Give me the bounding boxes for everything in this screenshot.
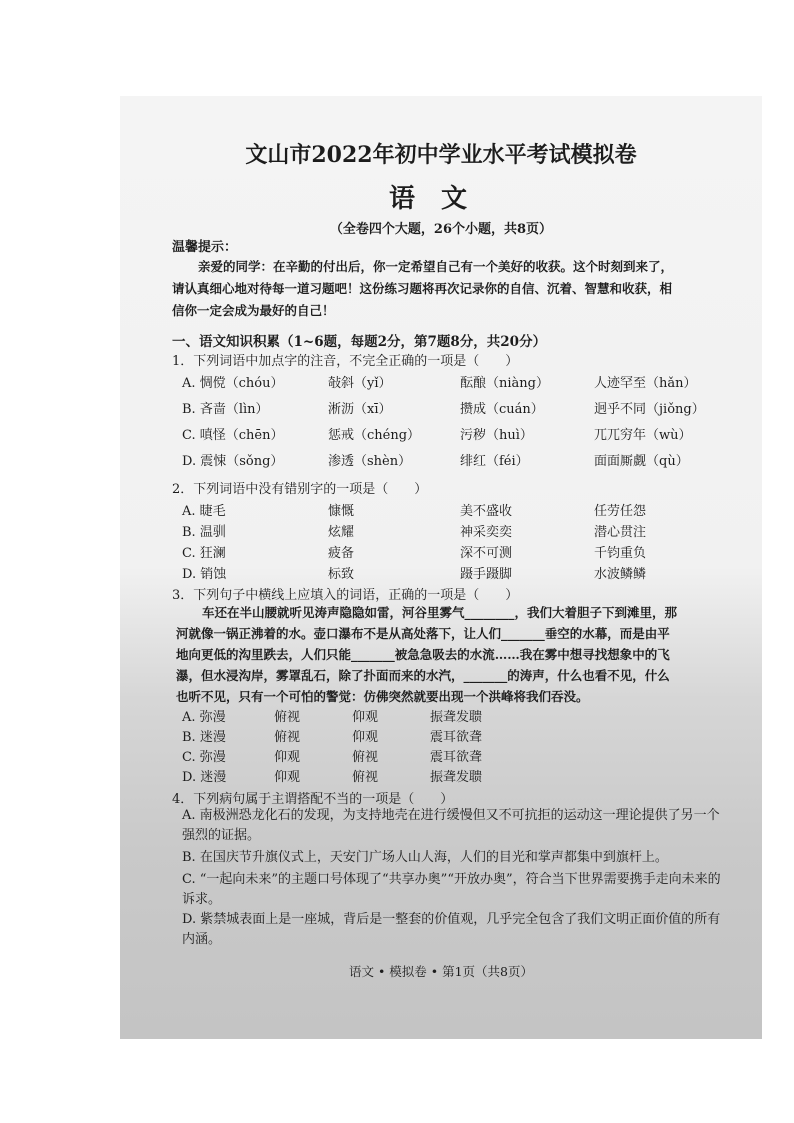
option-cell: A. 弥漫 [182, 710, 226, 725]
option-cell: 蹑手蹑脚 [460, 567, 513, 582]
option-cell: 人迹罕至（hǎn） [594, 376, 697, 391]
q3-option-row [182, 726, 742, 748]
q4-option-c: C. “一起向未来”的主题口号体现了“共享办奥”“开放办奥”，符合当下世界需要携手走向未来的诉求。 [182, 872, 721, 907]
option-cell: 酝酿（niàng） [460, 376, 549, 391]
option-cell: D. 迷漫 [182, 770, 227, 785]
option-cell: 污秽（huì） [460, 428, 533, 443]
passage-line: 也听不见，只有一个可怕的警觉：仿佛突然就要出现一个洪峰将我们吞没。 [176, 689, 589, 704]
option-cell: D. 震悚（sǒng） [182, 454, 284, 469]
option-cell: B. 迷漫 [182, 730, 226, 745]
option-cell: 俯视 [274, 710, 301, 725]
question-1-stem: 1．下列词语中加点字的注音，不完全正确的一项是（ ） [172, 354, 519, 369]
option-cell: 潜心贯注 [594, 525, 647, 540]
tip-line: 请认真细心地对待每一道习题吧！这份练习题将再次记录你的自信、沉着、智慧和收获，相 [172, 281, 673, 296]
q1-option-row [182, 424, 742, 446]
q1-option-row [182, 398, 742, 420]
option-cell: A. 惆傥（chóu） [182, 376, 284, 391]
q2-option-row [182, 563, 742, 585]
q2-option-row [182, 500, 742, 522]
option-cell: 神采奕奕 [460, 525, 513, 540]
option-cell: 俯视 [352, 770, 379, 785]
q3-option-row [182, 766, 742, 788]
option-cell: 标致 [328, 567, 355, 582]
q3-option-row [182, 706, 742, 728]
q1-option-row [182, 450, 742, 472]
option-cell: 疲备 [328, 546, 355, 561]
option-cell: B. 吝啬（lìn） [182, 402, 269, 417]
exam-title: 文山市2022年初中学业水平考试模拟卷 [245, 142, 637, 168]
option-cell: 淅沥（xī） [328, 402, 392, 417]
passage-line: 河就像一锅正沸着的水。壶口瀑布不是从高处落下，让人们_______垂空的水幕，而是由平 [176, 626, 670, 641]
q4-option-b: B. 在国庆节升旗仪式上，天安门广场人山人海，人们的目光和掌声都集中到旗杆上。 [182, 850, 668, 865]
option-cell: 美不盛收 [460, 504, 513, 519]
tip-line: 信你一定会成为最好的自己！ [172, 303, 335, 318]
option-cell: 千钧重负 [594, 546, 647, 561]
option-cell: 炫耀 [328, 525, 355, 540]
passage-line: 车还在半山腰就听见涛声隐隐如雷，河谷里雾气________，我们大着胆子下到滩里，那 [202, 605, 678, 620]
option-cell: 震耳欲聋 [430, 730, 483, 745]
option-cell: 仰观 [274, 750, 301, 765]
passage-line: 地向更低的沟里跌去，人们只能_______被急急吸去的水流……我在雾中想寻找想象中的飞 [176, 647, 670, 662]
exam-scope: （全卷四个大题，26个小题，共8页） [329, 222, 553, 237]
option-cell: 仰观 [352, 730, 379, 745]
exam-page [120, 96, 762, 1039]
option-cell: 水波鳞鳞 [594, 567, 647, 582]
option-cell: 敧斜（yǐ） [328, 376, 392, 391]
option-cell: 慷慨 [328, 504, 355, 519]
option-cell: C. 狂澜 [182, 546, 226, 561]
tip-label: 温馨提示： [172, 240, 238, 255]
q3-option-row [182, 746, 742, 768]
option-cell: 震耳欲聋 [430, 750, 483, 765]
option-cell: 仰观 [274, 770, 301, 785]
option-cell: 振聋发聩 [430, 770, 483, 785]
q3-passage [176, 602, 738, 707]
option-cell: 兀兀穷年（wù） [594, 428, 692, 443]
option-cell: 俯视 [274, 730, 301, 745]
q4-option-a: A. 南极洲恐龙化石的发现，为支持地壳在进行缓慢但又不可抗拒的运动这一理论提供了另一个强烈的证据。 [182, 808, 720, 843]
question-2-stem: 2．下列词语中没有错别字的一项是（ ） [172, 482, 428, 497]
option-cell: 深不可测 [460, 546, 513, 561]
option-cell: 迥乎不同（jiǒng） [594, 402, 705, 417]
option-cell: 任劳任怨 [594, 504, 647, 519]
tip-text [172, 256, 720, 322]
q1-option-row [182, 372, 742, 394]
question-3-stem: 3．下列句子中横线上应填入的词语，正确的一项是（ ） [172, 588, 519, 603]
option-cell: 攒成（cuán） [460, 402, 544, 417]
option-cell: 惩戒（chéng） [328, 428, 421, 443]
option-cell: 渗透（shèn） [328, 454, 412, 469]
option-cell: 仰观 [352, 710, 379, 725]
option-cell: A. 睫毛 [182, 504, 226, 519]
question-4-stem: 4．下列病句属于主谓搭配不当的一项是（ ） [172, 792, 454, 807]
option-cell: 绯红（féi） [460, 454, 529, 469]
section-heading: 一、语文知识积累（1~6题，每题2分，第7题8分，共20分） [172, 334, 547, 350]
option-cell: D. 销蚀 [182, 567, 227, 582]
page-footer: 语文 • 模拟卷 • 第1页（共8页） [348, 964, 534, 979]
q2-option-row [182, 521, 742, 543]
q2-option-row [182, 542, 742, 564]
option-cell: 振聋发聩 [430, 710, 483, 725]
option-cell: B. 温驯 [182, 525, 226, 540]
subject-heading: 语文 [388, 184, 493, 214]
option-cell: 面面厮觑（qù） [594, 454, 689, 469]
option-cell: C. 嗔怪（chēn） [182, 428, 284, 443]
passage-line: 瀑，但水浸沟岸，雾罩乱石，除了扑面而来的水汽，_______的涛声，什么也看不见，什么 [176, 668, 670, 683]
tip-line: 亲爱的同学：在辛勤的付出后，你一定希望自己有一个美好的收获。这个时刻到来了， [198, 259, 674, 274]
option-cell: C. 弥漫 [182, 750, 226, 765]
option-cell: 俯视 [352, 750, 379, 765]
q4-option-d: D. 紫禁城表面上是一座城，背后是一整套的价值观，几乎完全包含了我们文明正面价值的所有内涵。 [182, 912, 721, 947]
